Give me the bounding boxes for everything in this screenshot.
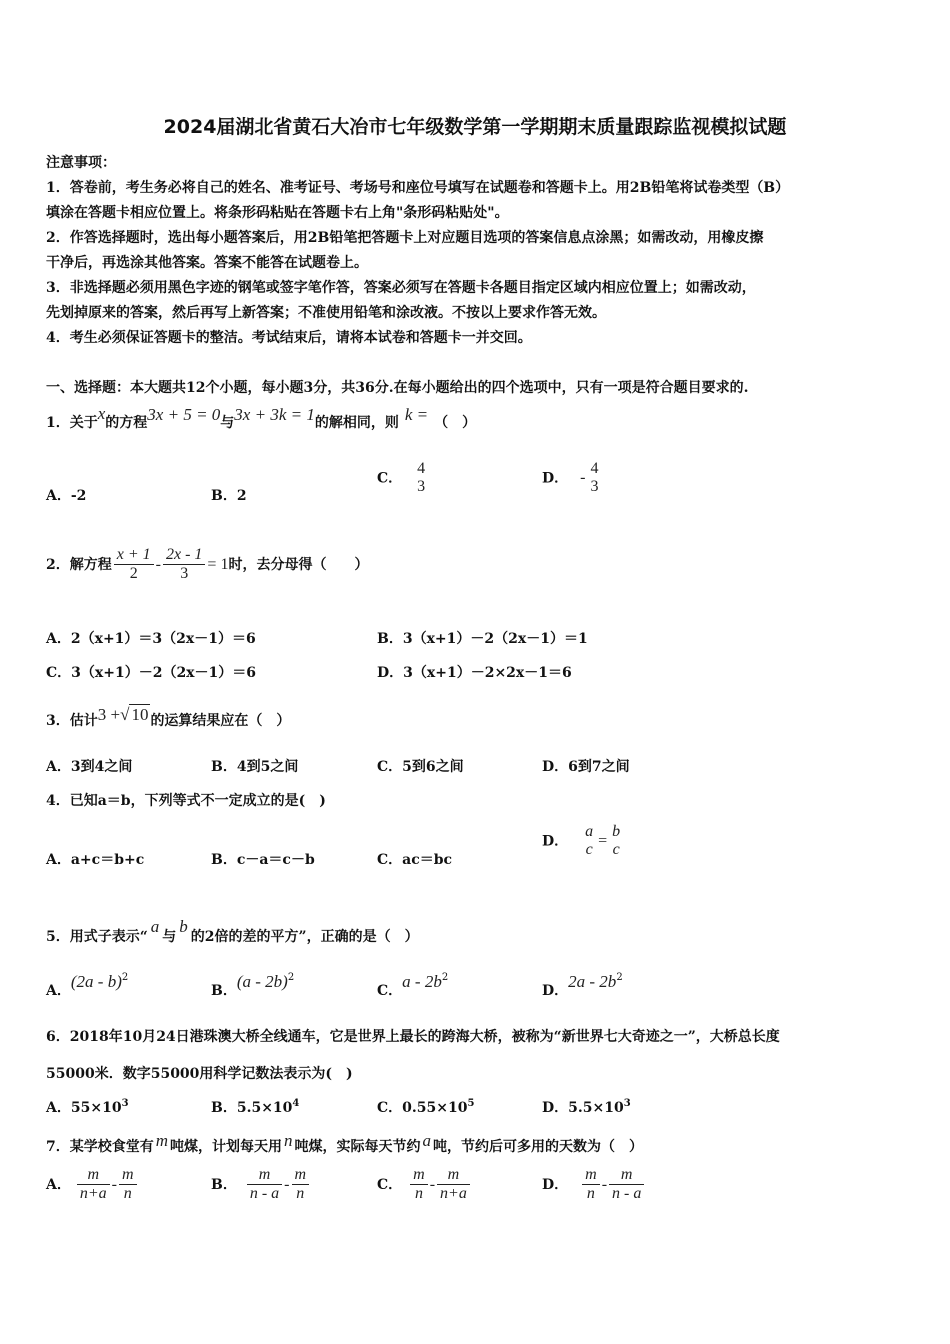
q6-b-text: B．5.5×10: [211, 1100, 293, 1116]
notice-heading: 注意事项：: [46, 155, 116, 171]
q2-option-a: A．2（x+1）＝3（2x－1）＝6: [46, 631, 256, 647]
q1-d-fraction: [587, 460, 601, 497]
q7-b-minus: -: [284, 1175, 290, 1193]
notice-line: 3．非选择题必须用黑色字迹的钢笔或签字笔作答，答案必须写在答题卡各题目指定区域内相应位置上；如需改动，: [46, 280, 756, 296]
q7-var-n: n: [284, 1131, 293, 1150]
q5-var-a: a: [150, 917, 160, 936]
q1-d-sign: -: [580, 469, 586, 487]
q7-option-a-label: A．: [46, 1176, 71, 1193]
q5-b-expr: (a - 2b): [236, 972, 288, 991]
q7-a-minus: -: [111, 1175, 117, 1193]
q5-d-expr: 2a - 2b: [568, 972, 617, 991]
q5-a-exp: 2: [121, 972, 129, 983]
q4-option-b: B．c－a＝c－b: [211, 852, 315, 868]
q7-d-fraction-2: [609, 1166, 644, 1204]
q1-text: 的解相同，则: [314, 415, 399, 431]
q3-option-a: A．3到4之间: [46, 759, 133, 775]
q1-text: 与: [220, 415, 235, 431]
q7-a-n1: m: [77, 1166, 110, 1185]
q1-option-c: [377, 460, 430, 497]
q7-d-n1: m: [582, 1166, 600, 1185]
q6-c-exp: 5: [467, 1098, 475, 1109]
q2-fraction-2: [163, 546, 205, 584]
q4-option-c: C．ac＝bc: [377, 852, 453, 868]
q6-d-exp: 3: [623, 1098, 631, 1109]
q6-b-exp: 4: [292, 1098, 300, 1109]
q7-d-n2: m: [609, 1166, 644, 1185]
q3-option-d: D．6到7之间: [542, 759, 630, 775]
q1-c-den: 3: [417, 478, 426, 496]
q2-minus: -: [155, 555, 161, 573]
q4-d-a: a: [585, 823, 594, 840]
q6-option-b: [211, 1097, 299, 1117]
q7-b-n1: m: [247, 1166, 282, 1185]
q5-option-c: [377, 972, 448, 1000]
q5-option-a: [46, 972, 128, 1000]
question-4-stem: 4．已知a＝b，下列等式不一定成立的是( ): [46, 793, 326, 809]
q5-var-b: b: [179, 917, 188, 936]
q5-b-exp: 2: [287, 972, 295, 983]
q1-option-a: A．-2: [46, 488, 87, 504]
q2-option-b: B．3（x+1）－2（2x－1）＝1: [377, 631, 588, 647]
q5-option-a-label: A．: [46, 983, 71, 999]
q7-var-m: m: [155, 1131, 169, 1150]
notice-line: 干净后，再选涂其他答案。答案不能答在试题卷上。: [46, 255, 368, 271]
question-1-stem: [46, 404, 476, 432]
q1-c-num: 4: [417, 460, 426, 477]
q7-option-d-label: D．: [542, 1176, 569, 1193]
q7-option-c: [377, 1166, 472, 1204]
q1-equation-1: 3x + 5 = 0: [147, 405, 221, 424]
q3-expr: 3 +√ 10: [97, 705, 149, 724]
q7-option-b: [211, 1166, 311, 1204]
q1-d-den: 3: [590, 478, 599, 496]
notice-line: 填涂在答题卡相应位置上。将条形码粘贴在答题卡右上角"条形码粘贴处"。: [46, 205, 509, 221]
q7-option-a: [46, 1166, 139, 1204]
q7-a-d1: n+a: [79, 1185, 107, 1203]
q7-d-minus: -: [601, 1175, 608, 1193]
q4-d-c2: c: [612, 841, 620, 859]
q7-b-n2: m: [292, 1166, 310, 1185]
q1-text: 1．关于: [46, 415, 98, 431]
q7-option-d: [542, 1166, 646, 1204]
q7-text: 吨煤，计划每天用: [170, 1139, 283, 1155]
q3-expr-b: 10: [131, 705, 149, 724]
q6-option-c: [377, 1097, 474, 1117]
q2-equals: = 1: [207, 555, 229, 573]
q7-a-fraction-1: [77, 1166, 110, 1204]
q7-b-fraction-1: [247, 1166, 282, 1204]
q3-text: 3．估计: [46, 713, 98, 729]
page-title: 2024届湖北省黄石大冶市七年级数学第一学期期末质量跟踪监视模拟试题: [163, 116, 787, 138]
q4-option-d-label: D．: [542, 833, 569, 850]
notice-line: 2．作答选择题时，选出每小题答案后，用2B铅笔把答题卡上对应题目选项的答案信息点涂黑；如需改动，用橡皮擦: [46, 230, 764, 246]
q5-option-b: [211, 972, 294, 1000]
q5-option-c-label: C．: [377, 983, 403, 999]
q3-option-c: C．5到6之间: [377, 759, 464, 775]
q4-d-equals: =: [598, 832, 608, 850]
q7-c-d2: n+a: [440, 1185, 467, 1203]
q2-option-d: D．3（x+1）－2×2x－1＝6: [377, 665, 572, 681]
q1-c-fraction: [414, 460, 428, 497]
q5-option-d: [542, 972, 623, 1000]
q7-a-fraction-2: [119, 1166, 137, 1204]
q7-c-fraction-1: [410, 1166, 428, 1204]
q4-option-d: [542, 823, 625, 860]
q2-f2-num: 2x - 1: [163, 546, 205, 565]
q1-option-d-label: D．: [542, 470, 569, 487]
q1-option-d: [542, 460, 603, 497]
q7-text: 7．某学校食堂有: [46, 1139, 154, 1155]
q7-c-minus: -: [429, 1175, 436, 1193]
q5-text: 与: [162, 929, 177, 945]
q7-c-fraction-2: [437, 1166, 470, 1204]
q1-var-x: x: [97, 404, 106, 423]
q7-d-d1: n: [586, 1185, 595, 1203]
q5-c-expr: a - 2b: [402, 972, 442, 991]
q5-text: 的2倍的差的平方”，正确的是（ ）: [190, 929, 419, 945]
q7-text: 吨，节约后可多用的天数为（ ）: [433, 1139, 644, 1155]
q5-a-expr: (2a - b): [70, 972, 122, 991]
q7-c-n2: m: [437, 1166, 470, 1185]
question-7-stem: [46, 1131, 643, 1156]
q6-a-text: A．55×10: [46, 1100, 122, 1116]
q7-option-c-label: C．: [377, 1176, 403, 1193]
q2-option-c: C．3（x+1）－2（2x－1）＝6: [46, 665, 257, 681]
question-5-stem: [46, 917, 419, 946]
q6-option-d: [542, 1097, 631, 1117]
q1-text: 的方程: [105, 415, 148, 431]
q6-option-a: [46, 1097, 129, 1117]
q5-c-exp: 2: [441, 972, 449, 983]
q1-var-k: k =: [404, 405, 429, 424]
q7-var-a: a: [422, 1131, 432, 1150]
q2-fraction-1: [114, 546, 154, 584]
notice-line: 1．答卷前，考生务必将自己的姓名、准考证号、考场号和座位号填写在试题卷和答题卡上。用2B铅笔将试卷类型（B）: [46, 180, 790, 196]
notice-line: 4．考生必须保证答题卡的整洁。考试结束后，请将本试卷和答题卡一并交回。: [46, 330, 532, 346]
q6-a-exp: 3: [121, 1098, 129, 1109]
question-2-stem: [46, 546, 368, 584]
q7-option-b-label: B．: [211, 1176, 237, 1193]
q7-b-d2: n: [296, 1185, 305, 1203]
q7-c-n1: m: [410, 1166, 428, 1185]
q2-f1-den: 2: [129, 565, 138, 583]
q5-option-d-label: D．: [542, 983, 569, 999]
q7-b-fraction-2: [292, 1166, 310, 1204]
q4-d-c1: c: [585, 841, 593, 859]
q1-option-b: B．2: [211, 488, 247, 504]
notice-line: 先划掉原来的答案，然后再写上新答案；不准使用铅笔和涂改液。不按以上要求作答无效。: [46, 305, 606, 321]
q6-c-text: C．0.55×10: [377, 1100, 468, 1116]
question-6-stem-line1: 6．2018年10月24日港珠澳大桥全线通车，它是世界上最长的跨海大桥，被称为“新世界七大奇迹之一”，大桥总长度: [46, 1029, 780, 1045]
q7-a-d2: n: [123, 1185, 132, 1203]
q4-d-fraction-2: [609, 823, 623, 860]
q2-f1-num: x + 1: [114, 546, 154, 565]
q5-option-b-label: B．: [211, 983, 237, 999]
q7-a-n2: m: [119, 1166, 137, 1185]
q2-text: 2．解方程: [46, 556, 112, 573]
q7-d-d2: n - a: [612, 1185, 642, 1203]
q4-option-a: A．a+c＝b+c: [46, 852, 145, 868]
q1-option-c-label: C．: [377, 470, 403, 487]
q1-equation-2: 3x + 3k = 1: [234, 405, 315, 424]
section-heading: 一、选择题：本大题共12个小题，每小题3分，共36分.在每小题给出的四个选项中，只有一项是符合题目要求的.: [46, 380, 749, 396]
q2-text: 时，去分母得（ ）: [228, 556, 369, 573]
q4-d-b: b: [612, 823, 621, 840]
q2-f2-den: 3: [180, 565, 189, 583]
q1-text: （ ）: [434, 415, 477, 431]
q4-d-fraction-1: [582, 823, 596, 860]
q5-text: 5．用式子表示“: [46, 929, 148, 945]
q7-b-d1: n - a: [249, 1185, 280, 1203]
q7-d-fraction-1: [582, 1166, 600, 1204]
question-6-stem-line2: 55000米．数字55000用科学记数法表示为( ): [46, 1066, 353, 1082]
q6-d-text: D．5.5×10: [542, 1100, 624, 1116]
q3-option-b: B．4到5之间: [211, 759, 299, 775]
q5-d-exp: 2: [616, 972, 623, 983]
q7-c-d1: n: [414, 1185, 423, 1203]
q3-expr-a: 3 +: [97, 705, 121, 724]
q7-text: 吨煤，实际每天节约: [294, 1139, 421, 1155]
q3-text: 的运算结果应在（ ）: [150, 713, 291, 729]
q1-d-num: 4: [590, 460, 599, 477]
question-3-stem: [46, 705, 290, 730]
